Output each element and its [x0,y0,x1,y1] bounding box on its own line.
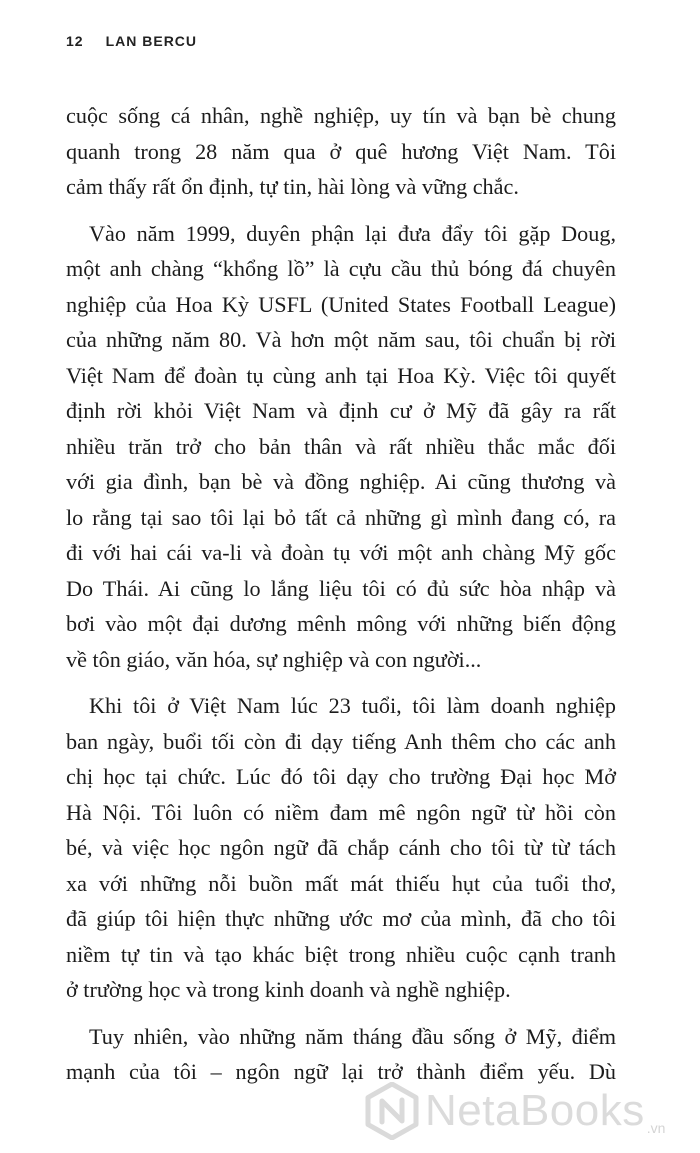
page-number: 12 [66,33,84,49]
text-line: với gia đình, bạn bè và đồng nghiệp. Ai cũng thương và [66,469,616,494]
text-line: định rời khỏi Việt Nam và định cư ở Mỹ đã gây ra rất [66,398,616,423]
text-line: xa với những nỗi buồn mất mát thiếu hụt của tuổi thơ, [66,870,616,896]
paragraph-2 [66,216,616,678]
text-line: bơi vào một đại dương mênh mông với những biến động [66,611,616,636]
netabooks-logo-icon [365,1082,419,1140]
body-text [66,98,616,1090]
text-line: mạnh của tôi – ngôn ngữ lại trở thành điểm yếu. Dù [66,1059,616,1084]
text-line: lo rằng tại sao tôi lại bỏ tất cả những gì mình đang có, ra [66,504,616,530]
running-author: LAN BERCU [105,33,198,49]
watermark [365,1082,665,1140]
text-line: bé, và việc học ngôn ngữ đã chắp cánh cho tôi từ từ tách [66,835,616,860]
text-line: Tuy nhiên, vào những năm tháng đầu sống ở Mỹ, điểm [89,1023,616,1049]
text-line: niềm tự tin và tạo khác biệt trong nhiều cuộc cạnh tranh [66,941,616,967]
text-line: ở trường học và trong kinh doanh và nghề nghiệp. [66,977,511,1002]
text-line: Do Thái. Ai cũng lo lắng liệu tôi có đủ sức hòa nhập và [66,575,616,601]
watermark-suffix: .vn [646,1120,666,1136]
text-line: quanh trong 28 năm qua ở quê hương Việt Nam. Tôi [66,138,616,164]
text-line: nghiệp của Hoa Kỳ USFL (United States Football League) [66,291,616,317]
text-line: Khi tôi ở Việt Nam lúc 23 tuổi, tôi làm doanh nghiệp [89,693,616,718]
text-line: nhiều trăn trở cho bản thân và rất nhiều thắc mắc đối [66,433,616,459]
text-line: chị học tại chức. Lúc đó tôi dạy cho trường Đại học Mở [66,764,616,789]
watermark-brand: NetaBooks [425,1086,645,1135]
text-line: đã giúp tôi hiện thực những ước mơ của mình, đã cho tôi [66,906,616,931]
text-line: Việt Nam để đoàn tụ cùng anh tại Hoa Kỳ. Việc tôi quyết [66,362,616,388]
text-line: Vào năm 1999, duyên phận lại đưa đẩy tôi gặp Doug, [89,220,616,246]
text-line: Hà Nội. Tôi luôn có niềm đam mê ngôn ngữ từ hồi còn [66,799,616,825]
paragraph-3 [66,688,616,1008]
paragraph-1 [66,98,616,205]
text-line: của những năm 80. Và hơn một năm sau, tôi chuẩn bị rời [66,327,616,352]
text-line: đi với hai cái va-li và đoàn tụ với một anh chàng Mỹ gốc [66,540,616,565]
text-line: về tôn giáo, văn hóa, sự nghiệp và con người... [66,646,482,672]
paragraph-4 [66,1019,616,1090]
running-header [66,33,197,49]
text-line: ban ngày, buổi tối còn đi dạy tiếng Anh thêm cho các anh [66,728,616,754]
text-line: một anh chàng “khổng lồ” là cựu cầu thủ bóng đá chuyên [66,256,616,281]
text-line: cuộc sống cá nhân, nghề nghiệp, uy tín và bạn bè chung [66,103,616,128]
text-line: cảm thấy rất ổn định, tự tin, hài lòng và vững chắc. [66,174,519,199]
